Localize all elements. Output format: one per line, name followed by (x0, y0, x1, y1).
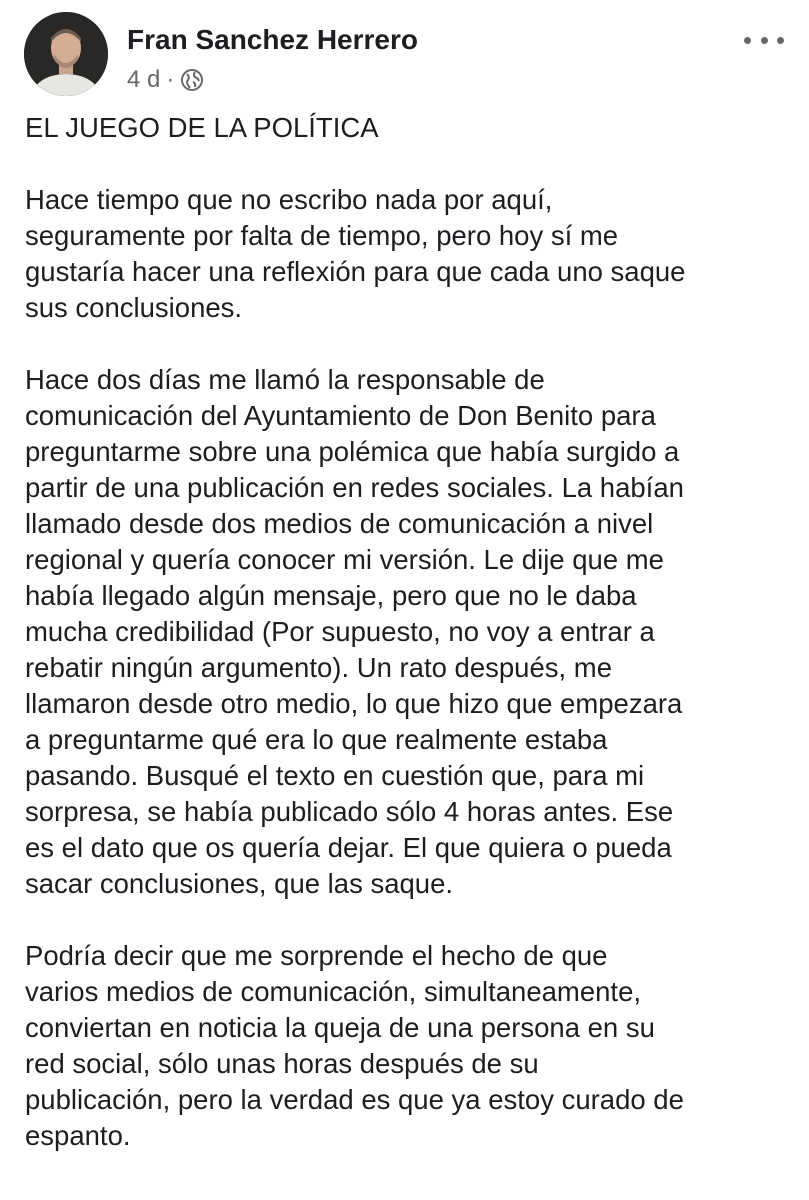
more-options-button[interactable] (744, 30, 784, 50)
author-name[interactable]: Fran Sanchez Herrero (127, 24, 418, 55)
profile-photo-icon (24, 12, 108, 96)
more-dot (777, 37, 784, 44)
more-horizontal-icon (744, 37, 751, 44)
post-header (24, 12, 784, 98)
post-paragraph: Podría decir que me sorprende el hecho de que varios medios de comunicación, simultaneamente, conviertan en noticia la queja de una persona en su red social, sólo unas horas después de su publicación, pero la verdad es que ya estoy curado de espanto. (25, 940, 684, 1151)
post-meta (127, 66, 204, 94)
author-avatar[interactable] (24, 12, 108, 96)
post-paragraph: Hace tiempo que no escribo nada por aquí, seguramente por falta de tiempo, pero hoy sí me gustaría hacer una reflexión para que cada uno saque sus conclusiones. (25, 184, 686, 323)
post-body (25, 110, 795, 1190)
globe-icon (180, 68, 204, 92)
meta-separator: · (166, 66, 175, 93)
post-time[interactable]: 4 d (127, 66, 161, 93)
more-dot (761, 37, 768, 44)
post-title: EL JUEGO DE LA POLÍTICA (25, 112, 379, 143)
post-paragraph: Hace dos días me llamó la responsable de comunicación del Ayuntamiento de Don Benito para preguntarme sobre una polémica que había surgido a partir de una publicación en redes sociales. La habían llamado desde dos medios de comunicación a nivel regional y quería conocer mi versión. Le dije que me había llegado algún mensaje, pero que no le daba mucha credibilidad (Por supuesto, no voy a entrar a rebatir ningún argumento). Un rato después, me llamaron desde otro medio, lo que hizo que empezara a preguntarme qué era lo que realmente estaba pasando. Busqué el texto en cuestión que, para mi sorpresa, se había publicado sólo 4 horas antes. Ese es el dato que os quería dejar. El que quiera o pueda sacar conclusiones, que las saque. (25, 364, 684, 899)
